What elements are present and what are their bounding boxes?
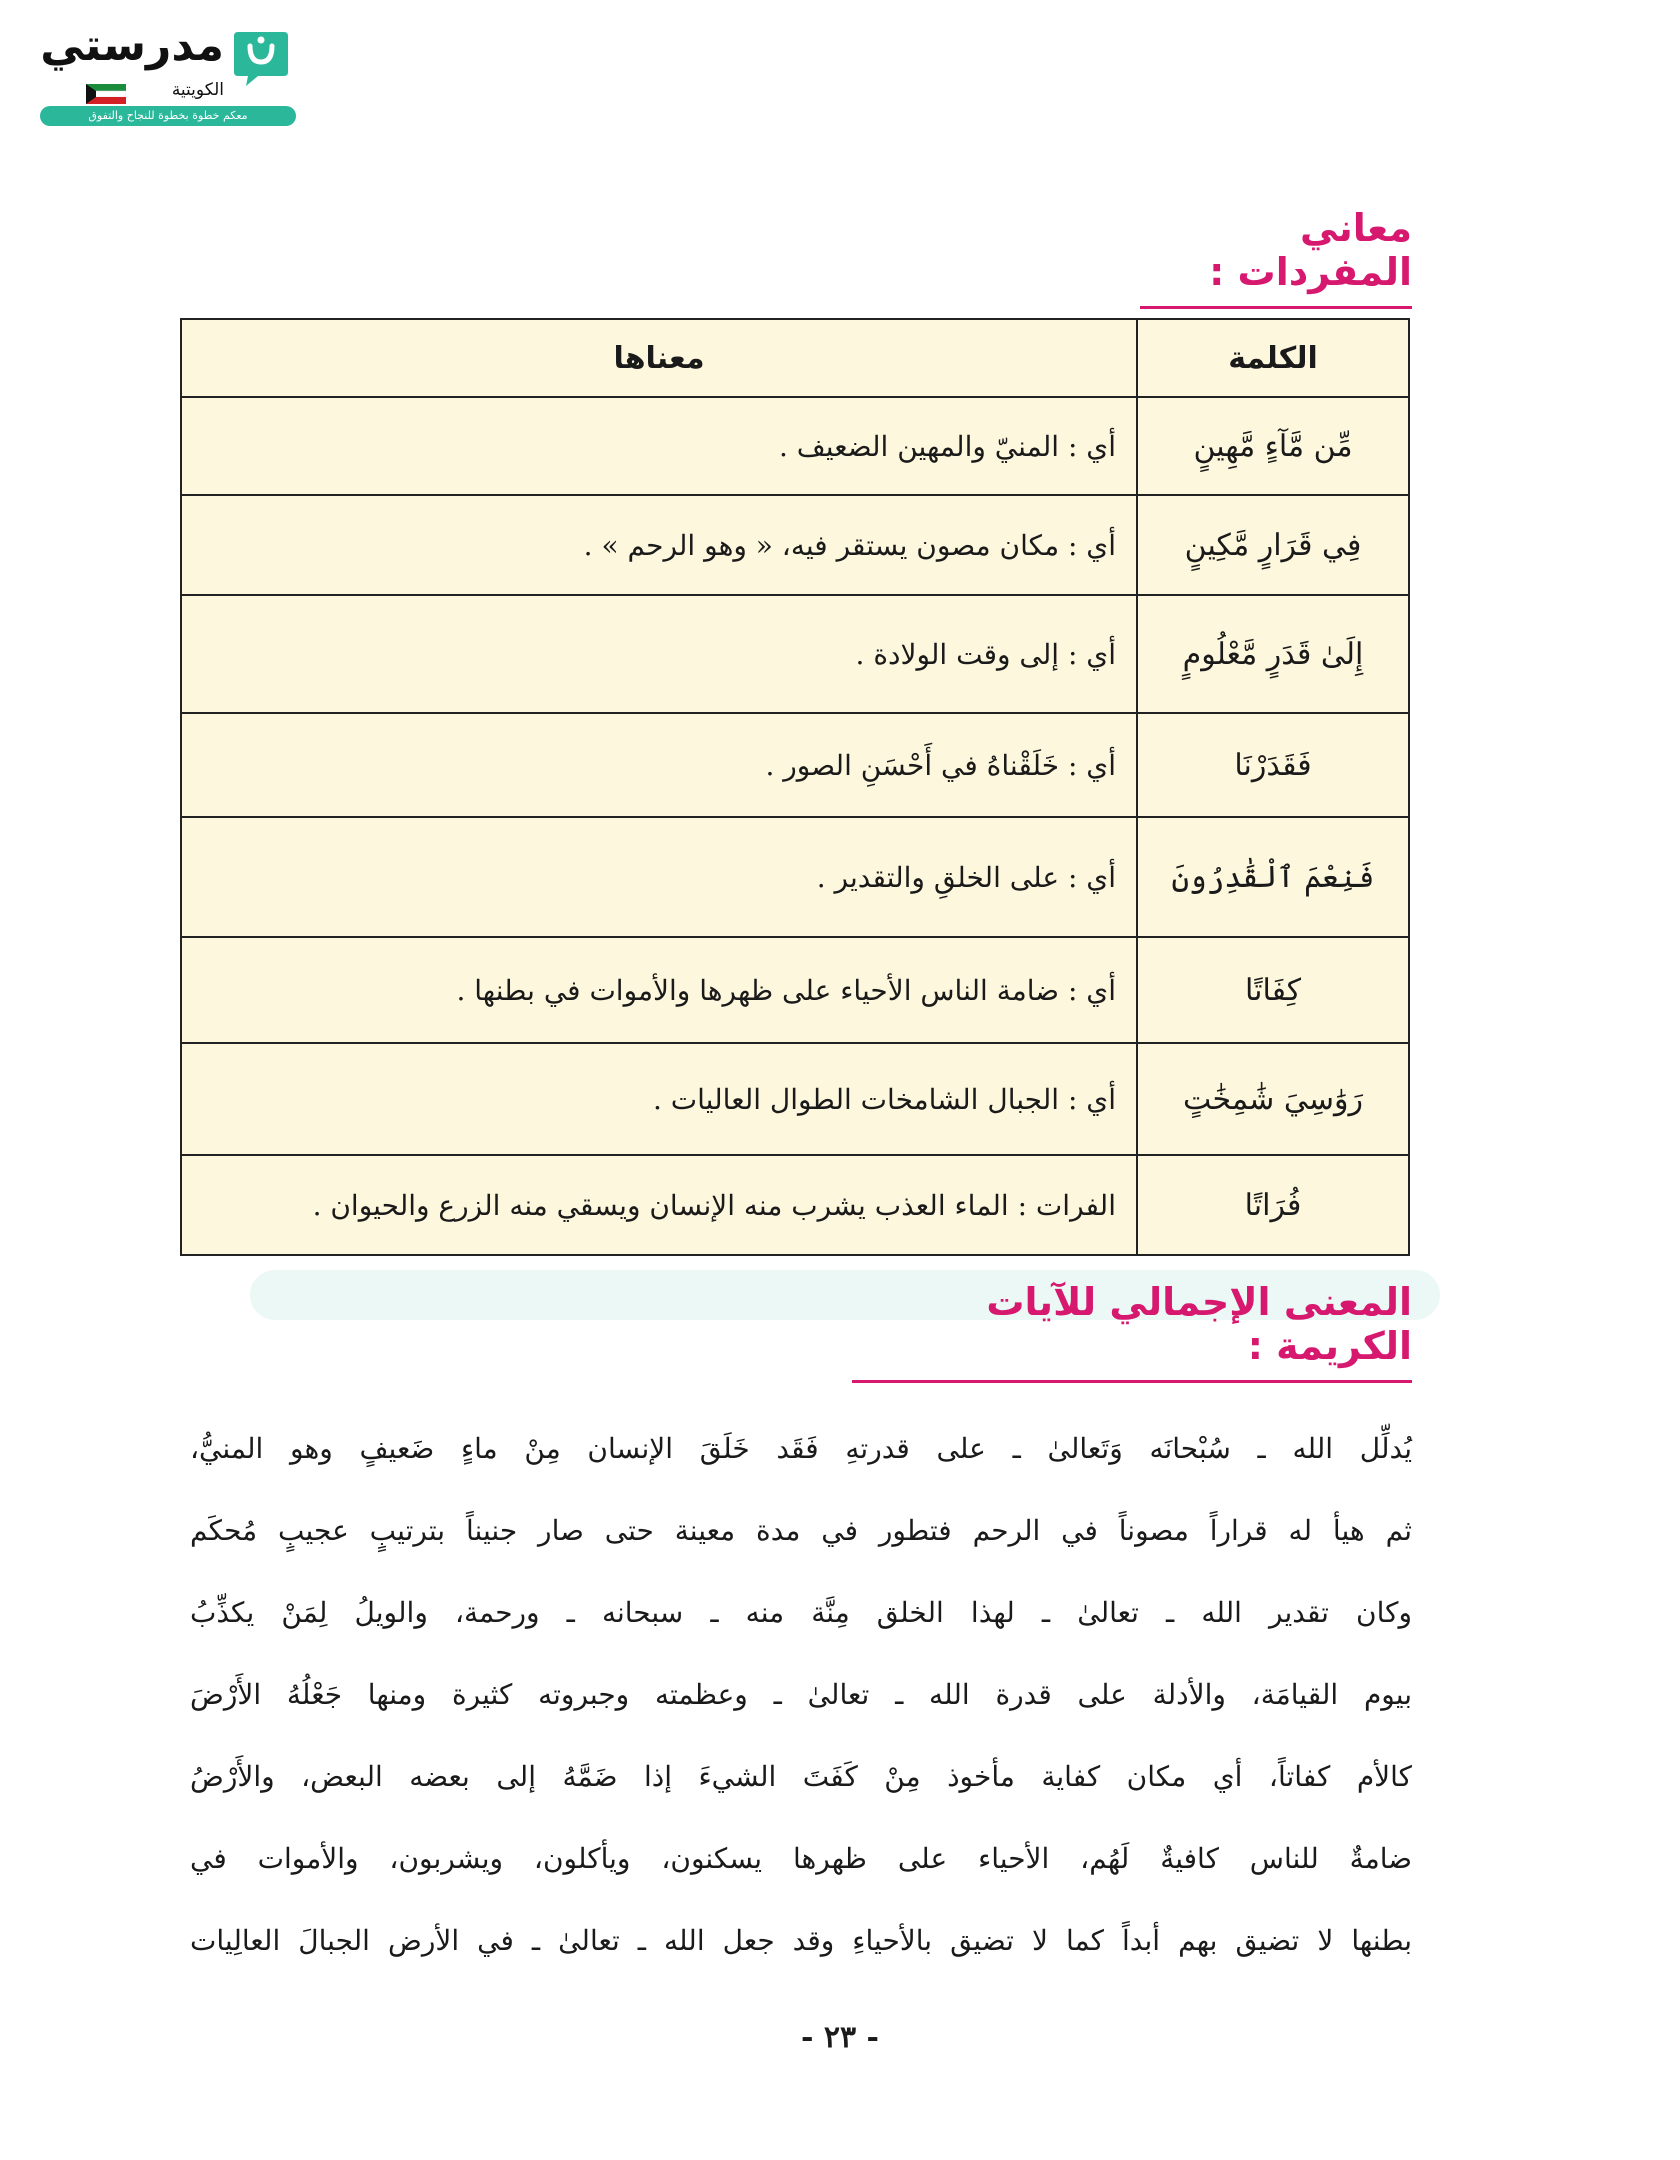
meaning-cell: أي : مكان مصون يستقر فيه، « وهو الرحم » .	[181, 495, 1137, 595]
paragraph-line: يُدلِّل الله ـ سُبْحانَه وَتَعالىٰ ـ على قدرتهِ فَقَد خَلَقَ الإنسان مِنْ ماءٍ ضَعيفٍ وهو المنيُّ،	[190, 1432, 1412, 1465]
vocabulary-table	[180, 318, 1410, 1256]
word-cell: فَقَدَرْنَا	[1137, 713, 1409, 817]
paragraph-line: وكان تقدير الله ـ تعالىٰ ـ لهذا الخلق مِنَّة منه ـ سبحانه ـ ورحمة، والويلُ لِمَنْ يكذِّبُ	[190, 1596, 1412, 1629]
paragraph-line: كالأم كفاتاً، أي مكان كفاية مأخوذ مِنْ كَفَتَ الشيءَ إذا ضَمَّهُ إلى بعضه البعض، والأَرْضُ	[190, 1760, 1412, 1793]
page-number: - ٢٣ -	[800, 2020, 880, 2055]
table-row	[181, 937, 1409, 1043]
table-row	[181, 1043, 1409, 1155]
table-row	[181, 595, 1409, 713]
meaning-cell: أي : إلى وقت الولادة .	[181, 595, 1137, 713]
general-meaning-paragraph	[190, 1408, 1412, 1982]
logo-tagline: معكم خطوة بخطوة للنجاح والتفوق	[40, 106, 296, 126]
header-meaning: معناها	[181, 319, 1137, 397]
word-cell: فِي قَرَارٍ مَّكِينٍ	[1137, 495, 1409, 595]
word-cell: فُرَاتًا	[1137, 1155, 1409, 1255]
table-header-row	[181, 319, 1409, 397]
general-meaning-heading-text: المعنى الإجمالي للآيات الكريمة :	[986, 1280, 1412, 1368]
logo-name: مدرستي	[40, 20, 224, 71]
logo-icon	[230, 28, 292, 90]
meaning-cell: أي : الجبال الشامخات الطوال العاليات .	[181, 1043, 1137, 1155]
general-meaning-heading	[852, 1280, 1412, 1383]
paragraph-line: ثم هيأ له قراراً مصوناً في الرحم فتطور في مدة معينة حتى صار جنيناً بترتيبٍ عجيبٍ مُحكَم	[190, 1514, 1412, 1547]
logo-subtitle: الكويتية	[171, 80, 224, 100]
word-cell: رَوَٰسِيَ شَٰمِخَٰتٍ	[1137, 1043, 1409, 1155]
site-logo	[38, 20, 300, 124]
meaning-cell: أي : ضامة الناس الأحياء على ظهرها والأموات في بطنها .	[181, 937, 1137, 1043]
table-row	[181, 495, 1409, 595]
paragraph-line: بيوم القيامَة، والأدلة على قدرة الله ـ تعالىٰ ـ وعظمته وجبروته كثيرة ومنها جَعْلُهُ الأَرْضَ	[190, 1678, 1412, 1711]
table-row	[181, 817, 1409, 937]
paragraph-line: بطنها لا تضيق بهم أبداً كما لا تضيق بالأحياءِ وقد جعل الله ـ تعالىٰ ـ في الأرض الجبالَ العالِيات	[190, 1924, 1412, 1957]
word-cell: فَنِعْمَ ٱلْقَٰدِرُونَ	[1137, 817, 1409, 937]
paragraph-line: ضامةٌ للناس كافيةٌ لَهُم، الأحياء على ظهرها يسكنون، ويأكلون، ويشربون، والأموات في	[190, 1842, 1412, 1875]
header-word: الكلمة	[1137, 319, 1409, 397]
vocabulary-heading-text: معاني المفردات :	[1209, 206, 1412, 294]
table-row	[181, 1155, 1409, 1255]
word-cell: مِّن مَّآءٍ مَّهِينٍ	[1137, 397, 1409, 495]
heading-underline	[852, 1380, 1412, 1383]
heading-underline	[1140, 306, 1412, 309]
meaning-cell: أي : خَلَقْناهُ في أَحْسَنِ الصور .	[181, 713, 1137, 817]
kuwait-flag-icon	[86, 84, 126, 104]
table-row	[181, 397, 1409, 495]
meaning-cell: أي : على الخلقِ والتقدير .	[181, 817, 1137, 937]
word-cell: كِفَاتًا	[1137, 937, 1409, 1043]
vocabulary-heading	[1140, 206, 1412, 309]
meaning-cell: الفرات : الماء العذب يشرب منه الإنسان ويسقي منه الزرع والحيوان .	[181, 1155, 1137, 1255]
word-cell: إِلَىٰ قَدَرٍ مَّعْلُومٍ	[1137, 595, 1409, 713]
meaning-cell: أي : المنيّ والمهين الضعيف .	[181, 397, 1137, 495]
table-row	[181, 713, 1409, 817]
